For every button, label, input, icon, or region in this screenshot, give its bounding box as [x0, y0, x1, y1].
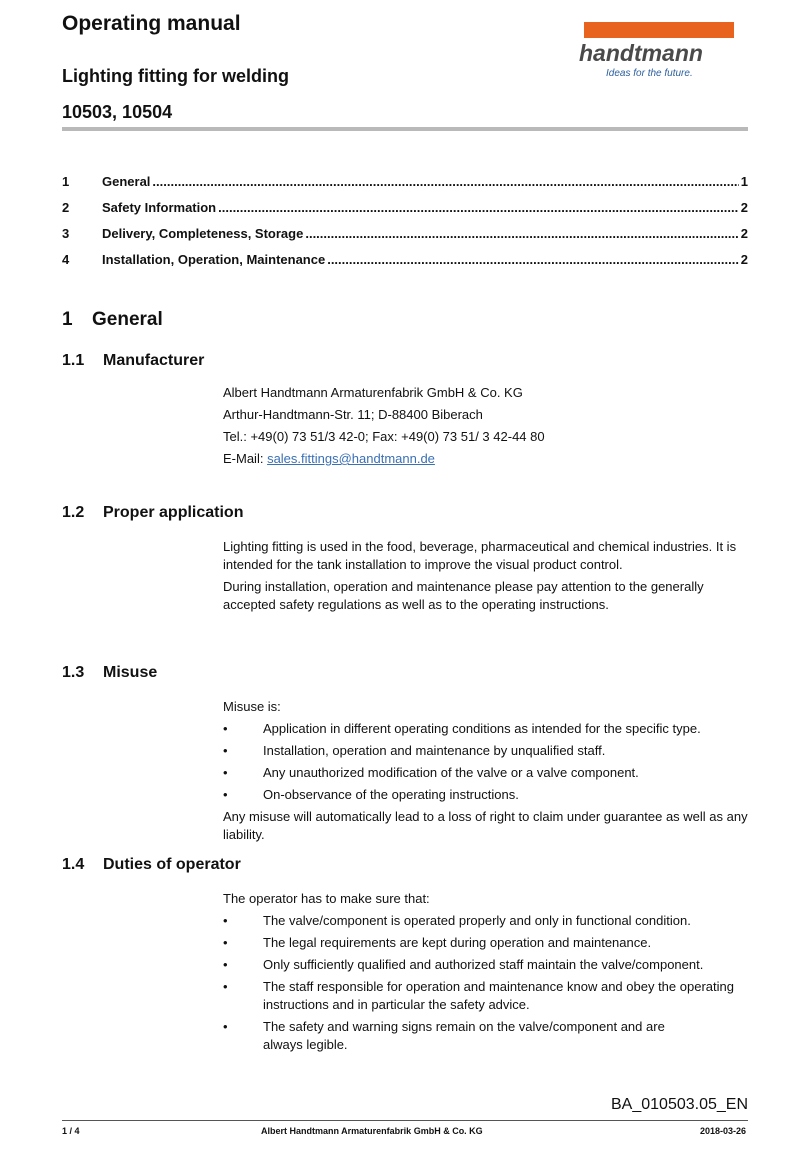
toc-entry-general[interactable] — [62, 174, 748, 192]
heading-misuse — [62, 664, 157, 682]
toc-title: Safety Information — [102, 200, 217, 215]
heading-title: Duties of operator — [103, 856, 241, 873]
section-heading-general — [62, 309, 163, 331]
document-title: Operating manual — [62, 12, 241, 35]
toc-leader — [152, 174, 738, 189]
proper-application-text — [223, 538, 748, 618]
bullet-mark: • — [223, 1019, 228, 1034]
toc-entry-safety[interactable] — [62, 200, 748, 218]
list-item-text: The safety and warning signs remain on the valve/component and are always legible. — [263, 1019, 665, 1052]
logo-tagline: Ideas for the future. — [606, 68, 693, 79]
bullet-mark: • — [223, 913, 228, 928]
toc-number: 4 — [62, 252, 70, 267]
bullet-mark: • — [223, 721, 228, 736]
list-item-text: The valve/component is operated properly and only in functional condition. — [263, 913, 691, 928]
section-title: General — [92, 309, 163, 330]
logo-wordmark: handtmann — [579, 40, 703, 66]
list-item-text: Any unauthorized modification of the valve or a valve component. — [263, 765, 639, 780]
toc-page: 2 — [740, 200, 748, 215]
heading-number: 1.4 — [62, 856, 85, 873]
bullet-mark: • — [223, 743, 228, 758]
heading-title: Misuse — [103, 664, 158, 681]
toc-number: 3 — [62, 226, 70, 241]
duties-text — [223, 890, 748, 1058]
toc-number: 2 — [62, 200, 70, 215]
list-item-text: Installation, operation and maintenance by unqualified staff. — [263, 743, 606, 758]
list-item — [223, 1018, 748, 1054]
document-id: BA_010503.05_EN — [611, 1096, 748, 1113]
toc-title: General — [102, 174, 151, 189]
heading-number: 1.1 — [62, 352, 85, 369]
manufacturer-block — [223, 384, 748, 472]
list-item-text: Application in different operating conditions as intended for the specific type. — [263, 721, 701, 736]
heading-proper-application — [62, 504, 243, 522]
product-numbers: 10503, 10504 — [62, 102, 173, 122]
bullet-mark: • — [223, 957, 228, 972]
toc-page: 2 — [740, 226, 748, 241]
list-item — [223, 720, 748, 738]
toc-page: 1 — [740, 174, 748, 189]
misuse-text — [223, 698, 748, 848]
heading-manufacturer — [62, 352, 204, 370]
toc-number: 1 — [62, 174, 70, 189]
toc-title: Delivery, Completeness, Storage — [102, 226, 304, 241]
list-item — [223, 956, 748, 974]
manufacturer-address: Arthur-Handtmann-Str. 11; D-88400 Biberach — [223, 407, 483, 422]
heading-title: Proper application — [103, 504, 244, 521]
manufacturer-phone: Tel.: +49(0) 73 51/3 42-0; Fax: +49(0) 73 51/ 3 42-44 80 — [223, 429, 545, 444]
paragraph: Misuse is: — [223, 699, 281, 714]
footer-company: Albert Handtmann Armaturenfabrik GmbH & Co. KG — [261, 1126, 483, 1136]
list-item-text: The staff responsible for operation and maintenance know and obey the operating instructions and in particular the safety advice. — [263, 979, 734, 1012]
toc-leader — [327, 252, 739, 267]
list-item-text: Only sufficiently qualified and authorized staff maintain the valve/component. — [263, 957, 704, 972]
manufacturer-email-line — [223, 450, 748, 472]
bullet-mark: • — [223, 935, 228, 950]
section-number: 1 — [62, 309, 73, 330]
paragraph: During installation, operation and maintenance please pay attention to the generally accepted safety regulations as well as to the operating instructions. — [223, 579, 704, 612]
list-item — [223, 742, 748, 760]
page-number: 1 / 4 — [62, 1126, 80, 1136]
toc-leader — [305, 226, 738, 241]
header-divider — [62, 127, 748, 131]
toc-title: Installation, Operation, Maintenance — [102, 252, 326, 267]
toc-page: 2 — [740, 252, 748, 267]
paragraph: The operator has to make sure that: — [223, 891, 430, 906]
footer-divider — [62, 1120, 748, 1121]
manufacturer-company: Albert Handtmann Armaturenfabrik GmbH & Co. KG — [223, 385, 523, 400]
list-item-text: On-observance of the operating instructions. — [263, 787, 519, 802]
toc-leader — [218, 200, 739, 215]
list-item — [223, 786, 748, 804]
bullet-mark: • — [223, 765, 228, 780]
email-link[interactable]: sales.fittings@handtmann.de — [267, 451, 435, 466]
paragraph: Lighting fitting is used in the food, beverage, pharmaceutical and chemical industries. It is intended for the tank installation to improve the visual product control. — [223, 539, 737, 572]
list-item — [223, 978, 748, 1014]
heading-title: Manufacturer — [103, 352, 205, 369]
toc-entry-delivery[interactable] — [62, 226, 748, 244]
paragraph: Any misuse will automatically lead to a loss of right to claim under guarantee as well as any liability. — [223, 809, 748, 842]
bullet-mark: • — [223, 979, 228, 994]
toc-entry-installation[interactable] — [62, 252, 748, 270]
document-subtitle: Lighting fitting for welding — [62, 66, 289, 86]
list-item — [223, 912, 748, 930]
list-item-text: The legal requirements are kept during operation and maintenance. — [263, 935, 652, 950]
email-label: E-Mail: — [223, 451, 268, 466]
heading-number: 1.2 — [62, 504, 85, 521]
footer-date: 2018-03-26 — [699, 1126, 746, 1136]
list-item — [223, 934, 748, 952]
heading-number: 1.3 — [62, 664, 85, 681]
logo-accent-bar — [584, 22, 734, 38]
list-item — [223, 764, 748, 782]
heading-duties-of-operator — [62, 856, 241, 874]
bullet-mark: • — [223, 787, 228, 802]
